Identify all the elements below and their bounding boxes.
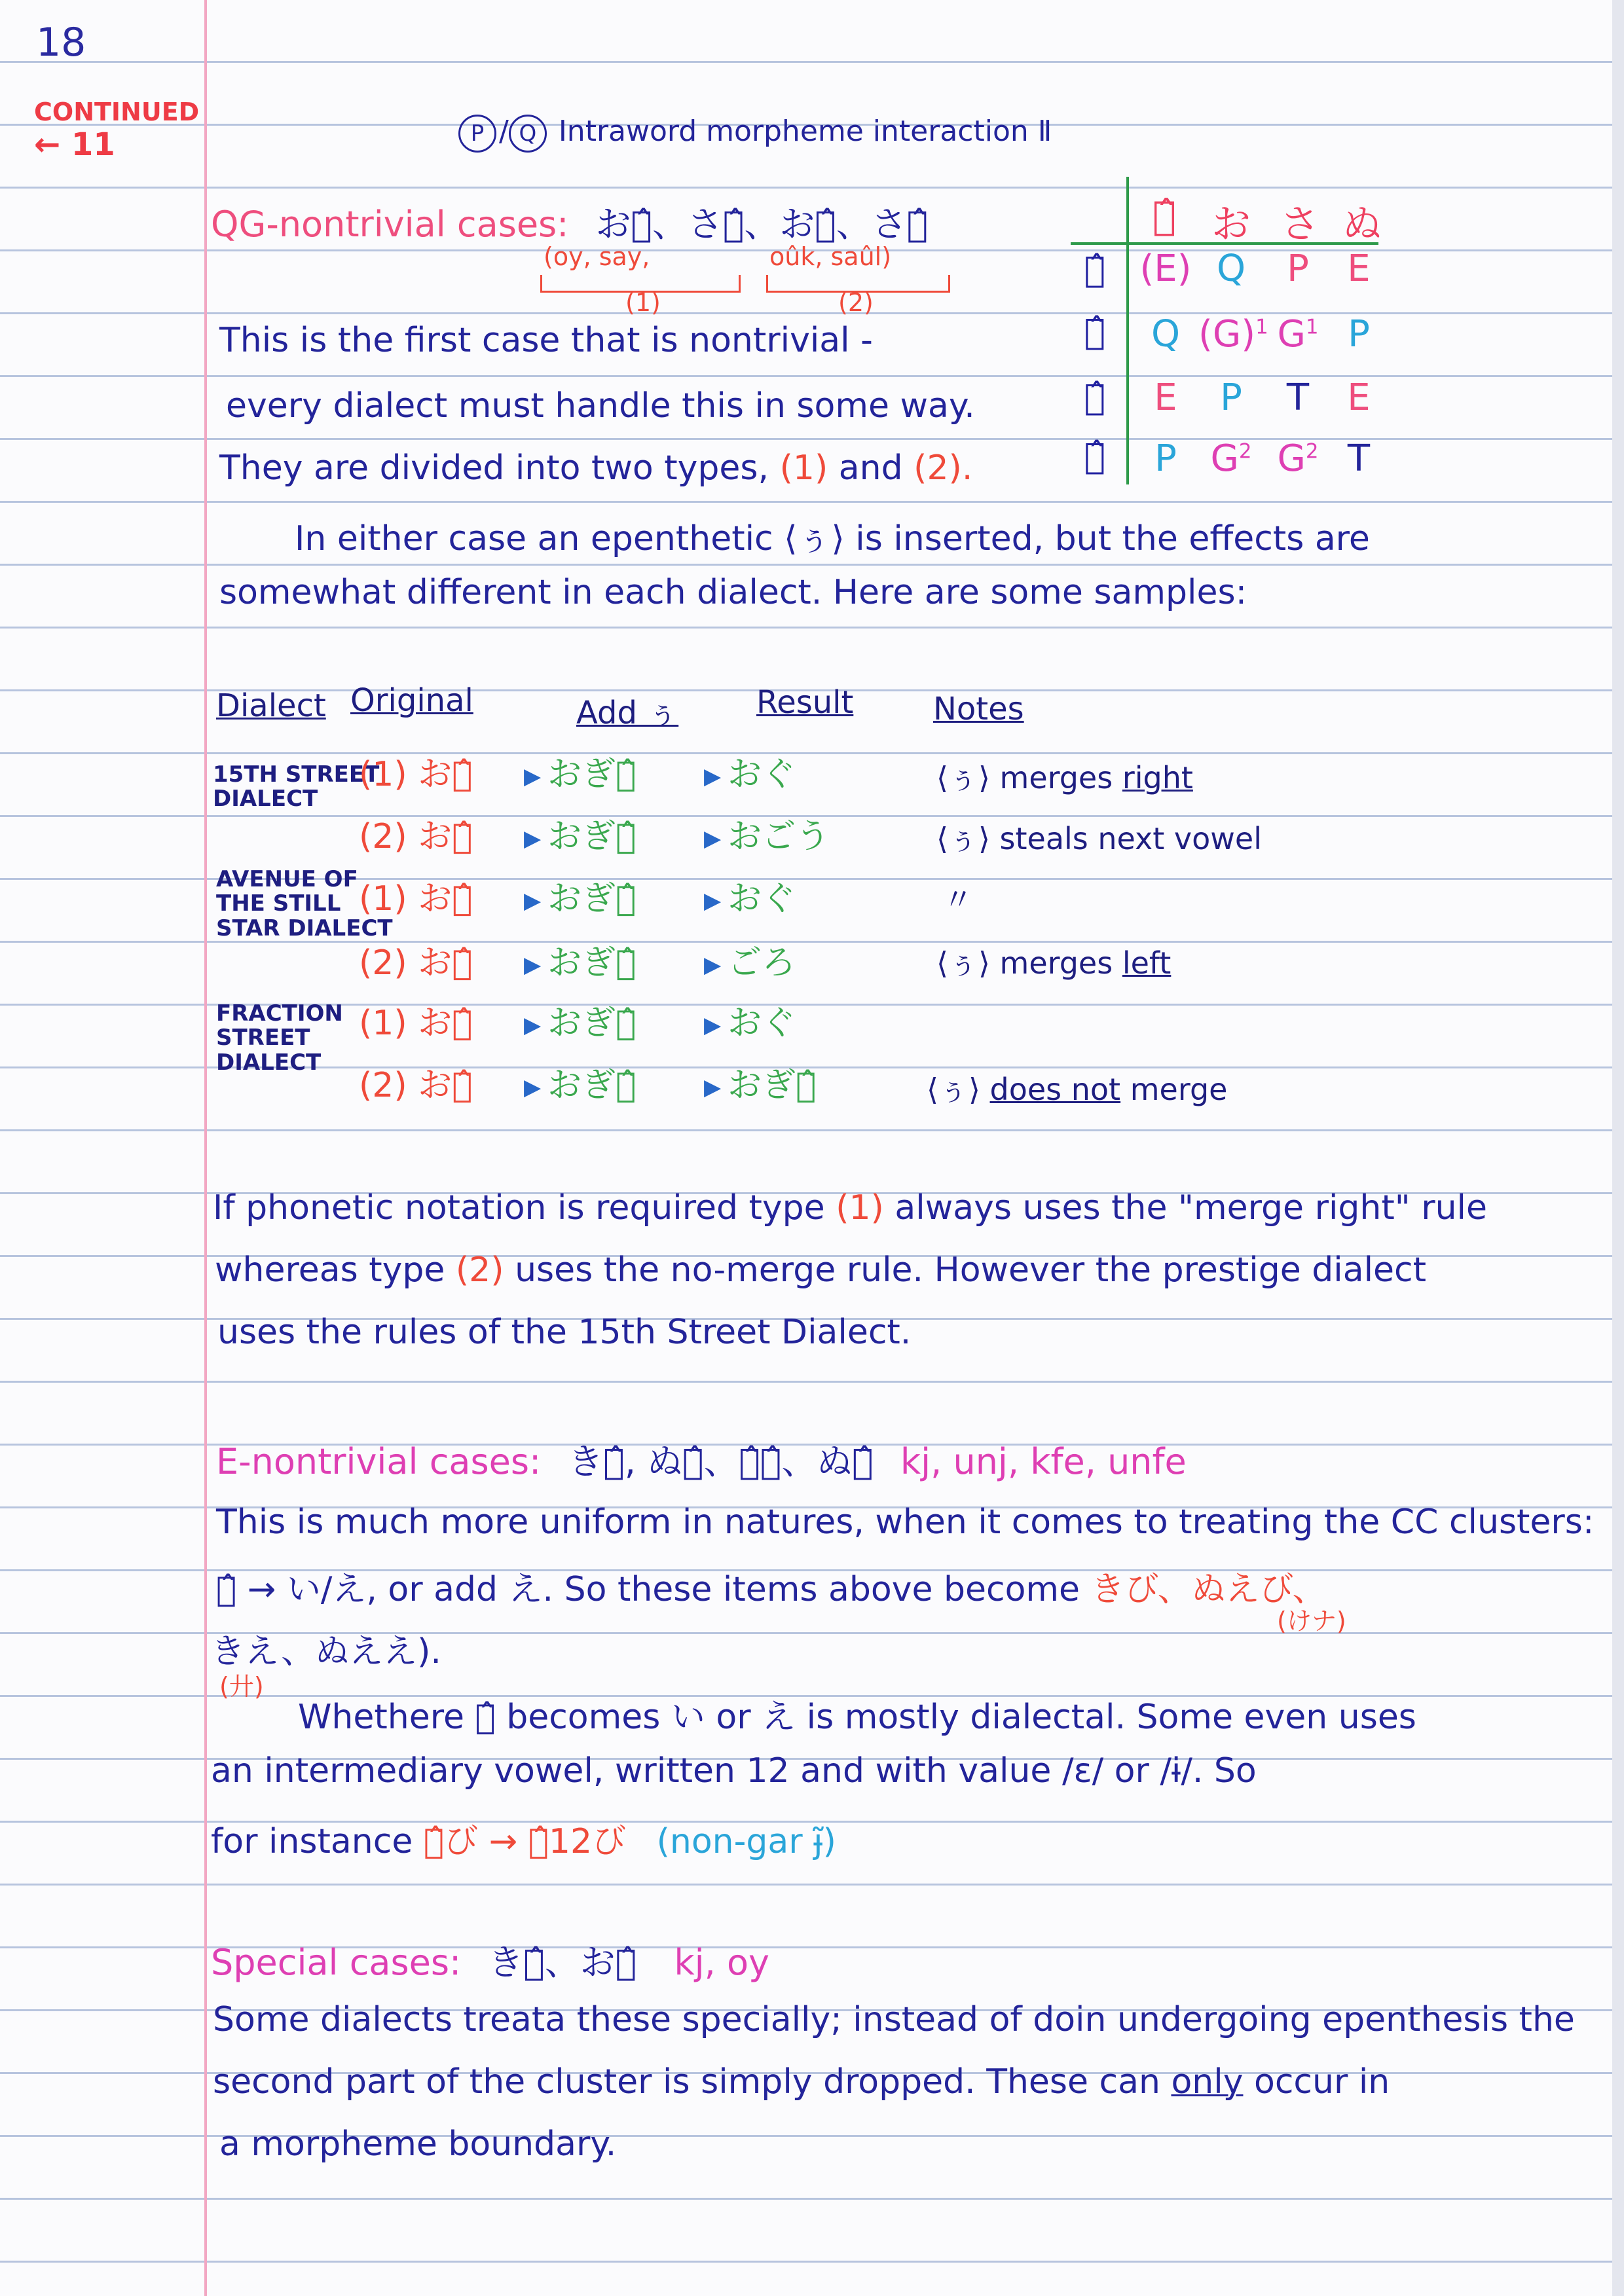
grid-cell-r3c4: E bbox=[1347, 376, 1371, 419]
grid-cell-r2c1: Q bbox=[1151, 313, 1181, 355]
continued-reference: ← 11 bbox=[34, 126, 115, 163]
table-row-3-add: ▶ おぎう̂ bbox=[524, 879, 637, 919]
e-line-3: きえ、ぬええ). bbox=[211, 1632, 441, 1671]
grid-cell-r1c3: P bbox=[1287, 247, 1309, 290]
special-heading-label: Special cases: bbox=[211, 1942, 462, 1983]
e-heading bbox=[216, 1434, 1187, 1484]
grid-cell-r4c1: P bbox=[1154, 437, 1177, 480]
grid-cell-r4c3: $G^2$ bbox=[1277, 437, 1319, 480]
grid-col-head-1: き̂ bbox=[1152, 193, 1176, 239]
e-annotation-1: (けナ) bbox=[1277, 1607, 1346, 1635]
e-romaji: kj, unj, kfe, unfe bbox=[900, 1441, 1187, 1482]
qg-type-2-label: (2) bbox=[838, 288, 874, 317]
table-row-5-add: ▶ おぎう̂ bbox=[524, 1004, 637, 1043]
qg-gloss-2: oûk, saûl) bbox=[769, 242, 892, 271]
table-row-1-original: (1) おう̂ bbox=[359, 755, 473, 794]
margin-line bbox=[204, 0, 207, 2296]
table-header-add: Add ぅ bbox=[576, 695, 679, 731]
table-row-3-note: 〃 bbox=[943, 882, 973, 917]
e-examples: きび̂, ぬび̂、き̂え̂、ぬえ̂ bbox=[568, 1441, 874, 1482]
special-romaji: kj, oy bbox=[674, 1942, 769, 1983]
qg-heading-label: QG-nontrivial cases: bbox=[211, 204, 569, 245]
e-line-5: an intermediary vowel, written 12 and with value /ε/ or /ɨ/. So bbox=[211, 1751, 1257, 1791]
table-row-2-result: ▶ おごう bbox=[704, 817, 830, 856]
dialect-label-15th-street: 15TH STREET DIALECT bbox=[213, 761, 380, 812]
grid-cell-r2c2: $(G)^1$ bbox=[1198, 313, 1268, 355]
grid-cell-r4c4: T bbox=[1347, 437, 1371, 480]
qg-type-1-label: (1) bbox=[625, 288, 661, 317]
qg-paragraph-line-1: This is the first case that is nontrivial - bbox=[219, 321, 873, 360]
phonetic-line-1: If phonetic notation is required type (1) always uses the "merge right" rule bbox=[213, 1188, 1487, 1228]
p-mark: P bbox=[458, 115, 496, 153]
table-row-3-original: (1) おう̂ bbox=[359, 879, 473, 919]
table-row-2-original: (2) おろ̂ bbox=[359, 817, 473, 856]
grid-cell-r4c2: $G^2$ bbox=[1210, 437, 1252, 480]
table-row-6-original: (2) おろ̂ bbox=[359, 1066, 473, 1105]
grid-cell-r1c1: (E) bbox=[1139, 247, 1192, 290]
qg-paragraph-line-3 bbox=[219, 448, 972, 488]
table-row-6-note: ⟨ぅ⟩ does not merge bbox=[927, 1072, 1228, 1107]
continued-note bbox=[34, 98, 199, 163]
grid-col-head-3: さ bbox=[1280, 202, 1320, 247]
dialect-label-avenue: AVENUE OF THE STILL STAR DIALECT bbox=[216, 866, 393, 941]
qg-paragraph-line-2: every dialect must handle this in some way. bbox=[226, 386, 975, 426]
qg-line-3-and: and bbox=[838, 448, 903, 488]
page-number: 18 bbox=[36, 20, 86, 65]
grid-cell-r3c2: P bbox=[1220, 376, 1242, 419]
table-row-5-result: ▶ おぐ bbox=[704, 1004, 796, 1043]
grid-cell-r3c3: T bbox=[1286, 376, 1310, 419]
grid-vertical-line bbox=[1126, 177, 1129, 484]
e-line-1: This is much more uniform in natures, when it comes to treating the CC clusters: bbox=[216, 1503, 1595, 1542]
table-row-4-original: (2) おろ̂ bbox=[359, 943, 473, 983]
e-heading-label: E-nontrivial cases: bbox=[216, 1441, 542, 1482]
e-annotation-2: (廾) bbox=[219, 1672, 264, 1701]
grid-cell-r1c2: Q bbox=[1216, 247, 1246, 290]
grid-cell-r1c4: E bbox=[1347, 247, 1371, 290]
qg-line-3-type-1: (1) bbox=[779, 448, 828, 488]
special-examples: きび̂、おう̂ bbox=[488, 1942, 637, 1983]
grid-cell-r3c1: E bbox=[1154, 376, 1177, 419]
page-title: P / Q Intraword morpheme interaction Ⅱ bbox=[458, 115, 1052, 153]
table-row-1-add: ▶ おぎう̂ bbox=[524, 755, 637, 794]
qg-gloss-1: (oy, say, bbox=[544, 242, 650, 271]
table-header-result: Result bbox=[756, 684, 854, 721]
table-row-1-result: ▶ おぐ bbox=[704, 755, 796, 794]
grid-col-head-2: お bbox=[1211, 202, 1251, 247]
special-line-2: second part of the cluster is simply dropped. These can only occur in bbox=[213, 2062, 1390, 2102]
special-line-3: a morpheme boundary. bbox=[219, 2124, 617, 2164]
table-header-original: Original bbox=[350, 682, 473, 719]
page-edge bbox=[1612, 0, 1624, 2296]
qg-line-3-type-2: (2). bbox=[913, 448, 973, 488]
q-mark: Q bbox=[509, 115, 547, 153]
special-line-1: Some dialects treata these specially; instead of doin undergoing epenthesis the bbox=[213, 2000, 1575, 2039]
e-line-2: い̂ → い/え, or add え. So these items above become きび、ぬえび、 bbox=[216, 1570, 1327, 1609]
grid-row-head-1: び̂ bbox=[1084, 249, 1106, 290]
table-header-dialect: Dialect bbox=[216, 687, 326, 724]
grid-cell-r2c3: $G^1$ bbox=[1277, 313, 1319, 355]
table-row-2-note: ⟨ぅ⟩ steals next vowel bbox=[936, 821, 1262, 856]
e-line-4: Whethere い̂ becomes い or え is mostly dialectal. Some even uses bbox=[298, 1698, 1416, 1737]
qg-examples: おう̂、さう̂、おろ̂、さろ̂ bbox=[595, 204, 929, 245]
dialect-label-fraction-street: FRACTION STREET DIALECT bbox=[216, 1000, 343, 1076]
table-row-2-add: ▶ おぎろ̂ bbox=[524, 817, 637, 856]
phonetic-line-3: uses the rules of the 15th Street Dialect. bbox=[217, 1313, 912, 1352]
grid-row-head-4: ろ̂ bbox=[1084, 435, 1106, 477]
grid-row-head-2: う̂ bbox=[1084, 311, 1106, 352]
phonetic-line-2: whereas type (2) uses the no-merge rule. However the prestige dialect bbox=[215, 1250, 1427, 1290]
table-row-5-original: (1) おう̂ bbox=[359, 1004, 473, 1043]
qg-heading bbox=[211, 196, 928, 247]
qg-paragraph-line-4: In either case an epenthetic ⟨ぅ⟩ is inserted, but the effects are bbox=[295, 519, 1370, 558]
table-row-1-note: ⟨ぅ⟩ merges right bbox=[936, 760, 1193, 795]
table-row-3-result: ▶ おぐ bbox=[704, 879, 796, 919]
table-row-4-add: ▶ おぎろ̂ bbox=[524, 943, 637, 983]
grid-cell-r2c4: P bbox=[1348, 313, 1370, 355]
special-heading bbox=[211, 1935, 769, 1985]
qg-paragraph-line-5: somewhat different in each dialect. Here are some samples: bbox=[219, 573, 1247, 612]
table-row-4-note: ⟨ぅ⟩ merges left bbox=[936, 945, 1172, 981]
grid-row-head-3: え̂ bbox=[1084, 376, 1106, 418]
table-row-6-add: ▶ おぎろ̂ bbox=[524, 1066, 637, 1105]
grid-col-head-4: ぬ bbox=[1342, 202, 1382, 247]
title-text: Intraword morpheme interaction Ⅱ bbox=[558, 115, 1052, 148]
qg-line-3-text: They are divided into two types, bbox=[219, 448, 769, 488]
table-header-notes: Notes bbox=[933, 691, 1024, 727]
continued-label: CONTINUED bbox=[34, 98, 200, 126]
table-row-4-result: ▶ ごろ bbox=[704, 943, 796, 983]
table-row-6-result: ▶ おぎろ̂ bbox=[704, 1066, 817, 1105]
e-line-6: for instance き̂び → き̂12び (non-gar ɉ̃) bbox=[211, 1822, 836, 1861]
